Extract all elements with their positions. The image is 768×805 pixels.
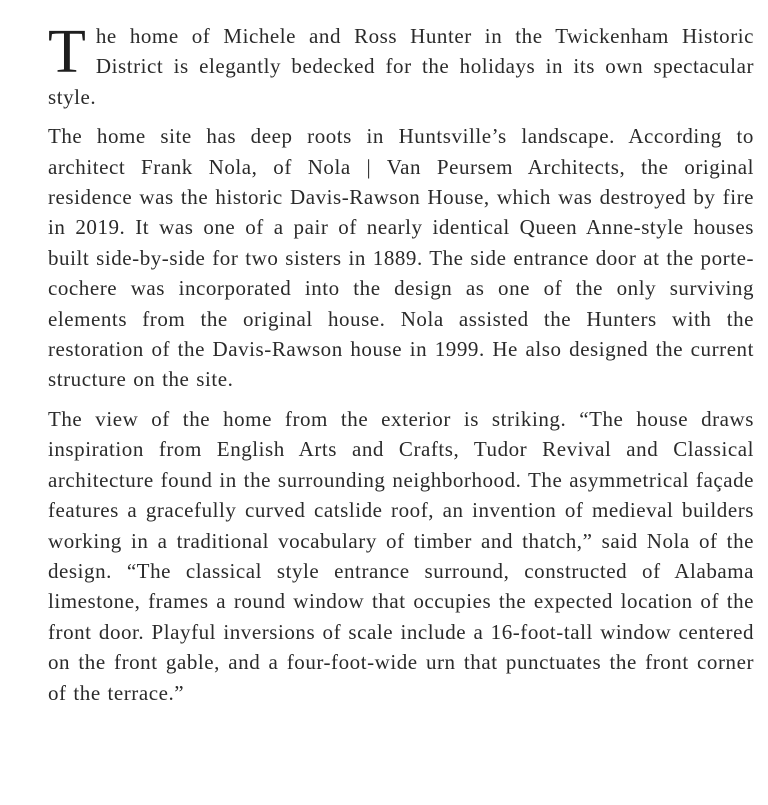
intro-paragraph bbox=[48, 18, 754, 112]
drop-cap: T bbox=[48, 18, 86, 86]
intro-paragraph-text: he home of Michele and Ross Hunter in the Twickenham Historic District is elegantly bedecked for the holidays in its own spectacular style. bbox=[48, 24, 754, 109]
exterior-paragraph: The view of the home from the exterior is striking. “The house draws inspiration from English Arts and Crafts, Tudor Revival and Classical architecture found in the surrounding neighborhood. The asymmetrical façade features a gracefully curved catslide roof, an invention of medieval builders working in a traditional vocabulary of timber and thatch,” said Nola of the design. “The classical style entrance surround, constructed of Alabama limestone, frames a round window that occupies the expected location of the front door. Playful inversions of scale include a 16-foot-tall window centered on the front gable, and a four-foot-wide urn that punctuates the front corner of the terrace.” bbox=[48, 406, 754, 705]
article-body bbox=[48, 18, 754, 717]
history-paragraph: The home site has deep roots in Huntsville’s landscape. According to architect Frank Nola, of Nola | Van Peursem Architects, the original residence was the historic Davis-Rawson House, which was destroyed by fire in 2019. It was one of a pair of nearly identical Queen Anne-style houses built side-by-side for two sisters in 1889. The side entrance door at the porte-cochere was incorporated into the design as one of the only surviving elements from the original house. Nola assisted the Hunters with the restoration of the Davis-Rawson house in 1999. He also designed the current structure on the site. bbox=[48, 124, 754, 392]
